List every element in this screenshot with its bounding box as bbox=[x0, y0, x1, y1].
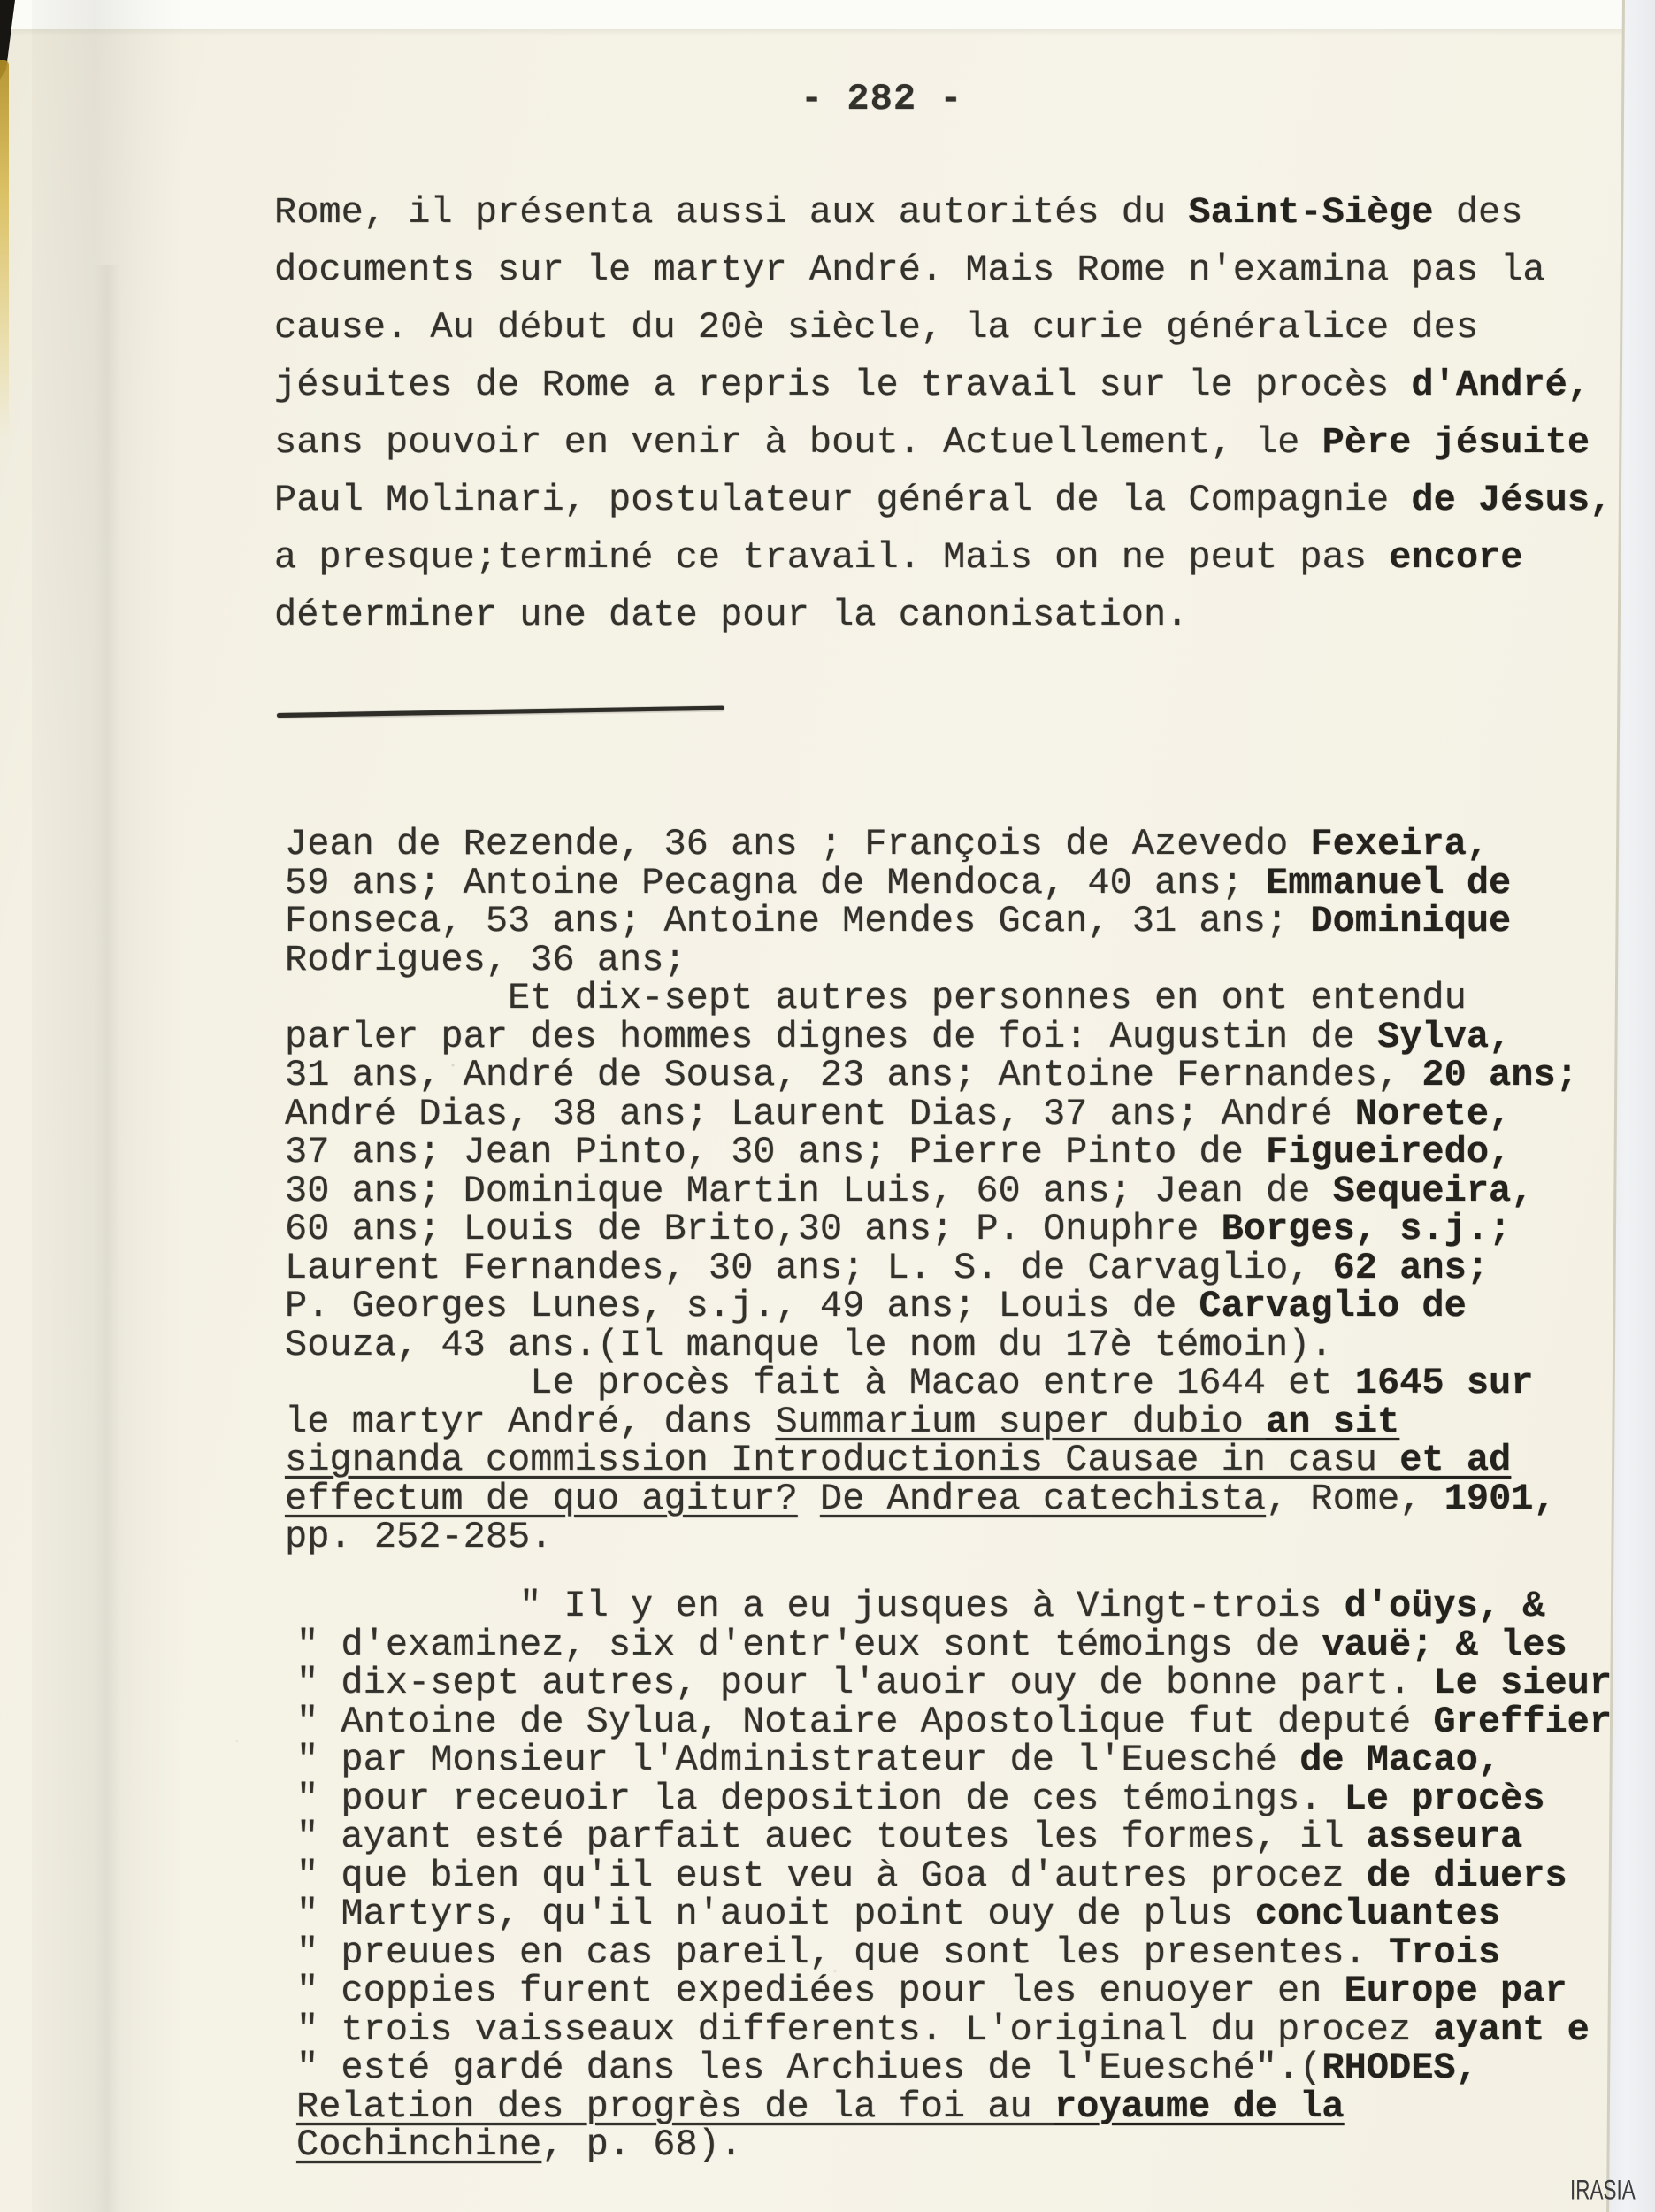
book-spine-edge bbox=[0, 60, 9, 441]
text-line: Relation des progrès de la foi au royaume de la bbox=[296, 2085, 1345, 2128]
section-divider-line bbox=[277, 706, 724, 718]
text-line: " Martyrs, qu'il n'auoit point ouy de plus concluantes bbox=[296, 1893, 1501, 1935]
text-line: " coppies furent expediées pour les enuoyer en Europe par bbox=[296, 1970, 1567, 2012]
text-line: Cochinchine, p. 68). bbox=[296, 2124, 743, 2166]
text-line: " Antoine de Sylua, Notaire Apostolique fut deputé Greffier bbox=[296, 1700, 1613, 1743]
watermark-irasia: IRASIA bbox=[1570, 2175, 1636, 2206]
paragraph-witness-list bbox=[285, 823, 1578, 1558]
text-line: parler par des hommes dignes de foi: Augustin de Sylva, bbox=[285, 1015, 1512, 1058]
text-line: " esté gardé dans les Archiues de l'Euesché".(RHODES, bbox=[296, 2047, 1478, 2089]
text-line: 37 ans; Jean Pinto, 30 ans; Pierre Pinto de Figueiredo, bbox=[285, 1131, 1512, 1173]
text-line: 60 ans; Louis de Brito,30 ans; P. Onuphre Borges, s.j.; bbox=[285, 1208, 1512, 1250]
text-line: Le procès fait à Macao entre 1644 et 1645 sur bbox=[285, 1362, 1534, 1404]
text-line: 31 ans, André de Sousa, 23 ans; Antoine Fernandes, 20 ans; bbox=[285, 1054, 1578, 1096]
text-line: " d'examinez, six d'entr'eux sont témoings de vauë; & les bbox=[296, 1623, 1567, 1666]
text-line: Rome, il présenta aussi aux autorités du Saint-Siège des bbox=[274, 191, 1523, 234]
text-line: " pour receuoir la deposition de ces témoings. Le procès bbox=[296, 1777, 1545, 1820]
text-line: P. Georges Lunes, s.j., 49 ans; Louis de Carvaglio de bbox=[285, 1285, 1467, 1327]
text-line: cause. Au début du 20è siècle, la curie généralice des bbox=[274, 306, 1479, 349]
text-line: Laurent Fernandes, 30 ans; L. S. de Carvaglio, 62 ans; bbox=[285, 1246, 1490, 1289]
text-line: Souza, 43 ans.(Il manque le nom du 17è témoin). bbox=[285, 1323, 1333, 1366]
scan-top-edge bbox=[0, 0, 1655, 29]
text-line: Paul Molinari, postulateur général de la Compagnie de Jésus, bbox=[274, 479, 1613, 521]
paper-crease bbox=[94, 265, 120, 2212]
text-line: " dix-sept autres, pour l'auoir ouy de bonne part. Le sieur bbox=[296, 1662, 1613, 1704]
text-line: signanda commission Introductionis Causae in casu et ad bbox=[285, 1439, 1512, 1481]
text-line: André Dias, 38 ans; Laurent Dias, 37 ans; André Norete, bbox=[285, 1092, 1512, 1135]
text-line: " par Monsieur l'Administrateur de l'Euesché de Macao, bbox=[296, 1739, 1501, 1781]
text-line: pp. 252-285. bbox=[285, 1516, 553, 1558]
text-line: effectum de quo agitur? De Andrea catechista, Rome, 1901, bbox=[285, 1477, 1556, 1520]
text-line: Jean de Rezende, 36 ans ; François de Azevedo Fexeira, bbox=[285, 823, 1490, 865]
text-line: Rodrigues, 36 ans; bbox=[285, 938, 686, 981]
text-line: a presque;terminé ce travail. Mais on ne peut pas encore bbox=[274, 536, 1523, 579]
text-line: Et dix-sept autres personnes en ont entendu bbox=[285, 977, 1467, 1019]
text-line: 59 ans; Antoine Pecagna de Mendoca, 40 ans; Emmanuel de bbox=[285, 861, 1512, 904]
quotation-block-rhodes bbox=[296, 1585, 1613, 2166]
text-line: le martyr André, dans Summarium super dubio an sit bbox=[285, 1400, 1400, 1443]
text-line: 30 ans; Dominique Martin Luis, 60 ans; Jean de Sequeira, bbox=[285, 1169, 1534, 1212]
text-line: Fonseca, 53 ans; Antoine Mendes Gcan, 31 ans; Dominique bbox=[285, 900, 1512, 942]
text-line: " que bien qu'il eust veu à Goa d'autres procez de diuers bbox=[296, 1854, 1567, 1897]
text-line: documents sur le martyr André. Mais Rome n'examina pas la bbox=[274, 249, 1545, 291]
text-line: " preuues en cas pareil, que sont les presentes. Trois bbox=[296, 1931, 1501, 1974]
text-line: " ayant esté parfait auec toutes les formes, il asseura bbox=[296, 1816, 1523, 1858]
text-line: " trois vaisseaux differents. L'original du procez ayant e bbox=[296, 2008, 1590, 2051]
page-number: - 282 - bbox=[801, 78, 963, 120]
text-line: déterminer une date pour la canonisation. bbox=[274, 594, 1189, 636]
text-line: " Il y en a eu jusques à Vingt-trois d'oüys, & bbox=[296, 1585, 1545, 1627]
text-line: sans pouvoir en venir à bout. Actuellement, le Père jésuite bbox=[274, 421, 1590, 464]
text-line: jésuites de Rome a repris le travail sur le procès d'André, bbox=[274, 364, 1590, 406]
paragraph-canonisation bbox=[274, 191, 1612, 651]
